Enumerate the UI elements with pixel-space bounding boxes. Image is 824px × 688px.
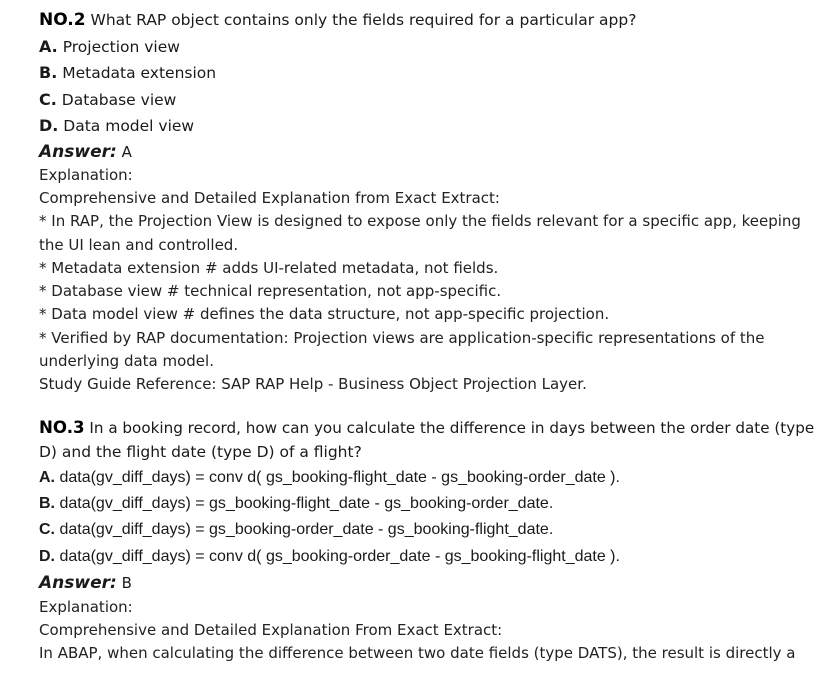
option-text: data(gv_diff_days) = gs_booking-order_date - gs_booking-flight_date. [55,521,554,538]
explanation-line: * Metadata extension # adds UI-related metadata, not fields. [39,259,499,277]
explanation-line: Study Guide Reference: SAP RAP Help - Business Object Projection Layer. [39,375,587,393]
explanation-line: * Verified by RAP documentation: Projection views are application-specific representations of the [39,329,765,347]
explanation-line: Explanation: [39,598,133,616]
option-letter: C. [39,521,55,538]
question-3-heading [39,420,814,437]
question-2-heading [39,12,636,29]
option-text: Projection view [57,38,180,56]
answer-line [39,575,132,592]
explanation-line: the UI lean and controlled. [39,236,239,254]
explanation-line: * Database view # technical representation, not app-specific. [39,282,502,300]
option-letter: A. [39,37,58,56]
option-letter: D. [39,116,59,135]
option-text: data(gv_diff_days) = conv d( gs_booking-order_date - gs_booking-flight_date ). [55,548,620,565]
answer-label: Answer: [39,142,117,162]
question-number: NO.3 [39,418,85,438]
option-b [39,65,216,82]
option-letter: B. [39,495,55,512]
option-text: data(gv_diff_days) = conv d( gs_booking-flight_date - gs_booking-order_date ). [55,469,620,486]
option-a [39,470,620,486]
option-text: Data model view [58,117,195,135]
option-d [39,118,194,135]
explanation-line: underlying data model. [39,352,214,370]
option-text: Database view [56,91,177,109]
question-3-continuation [39,444,362,461]
answer-value: B [116,574,132,592]
explanation-line: Comprehensive and Detailed Explanation from Exact Extract: [39,189,500,207]
option-b [39,496,553,512]
answer-label: Answer: [39,573,117,593]
option-a [39,39,180,56]
option-letter: A. [39,469,55,486]
option-letter: D. [39,548,55,565]
explanation-line: Explanation: [39,166,133,184]
answer-value: A [116,143,132,161]
explanation-line: Comprehensive and Detailed Explanation From Exact Extract: [39,621,503,639]
question-text: D) and the flight date (type D) of a flight? [39,443,362,461]
option-letter: B. [39,63,58,82]
option-d [39,549,620,565]
option-letter: C. [39,90,57,109]
explanation-line: In ABAP, when calculating the difference between two date fields (type DATS), the result is directly a [39,644,796,662]
option-c [39,522,553,538]
explanation-line: * Data model view # defines the data structure, not app-specific projection. [39,305,610,323]
explanation-line: * In RAP, the Projection View is designed to expose only the fields relevant for a specific app, keeping [39,212,801,230]
question-text: What RAP object contains only the fields required for a particular app? [85,11,637,29]
question-text: In a booking record, how can you calculate the difference in days between the order date (type [84,419,815,437]
option-text: data(gv_diff_days) = gs_booking-flight_date - gs_booking-order_date. [55,495,554,512]
answer-line [39,144,132,161]
option-c [39,92,176,109]
option-text: Metadata extension [57,64,217,82]
question-number: NO.2 [39,10,86,30]
